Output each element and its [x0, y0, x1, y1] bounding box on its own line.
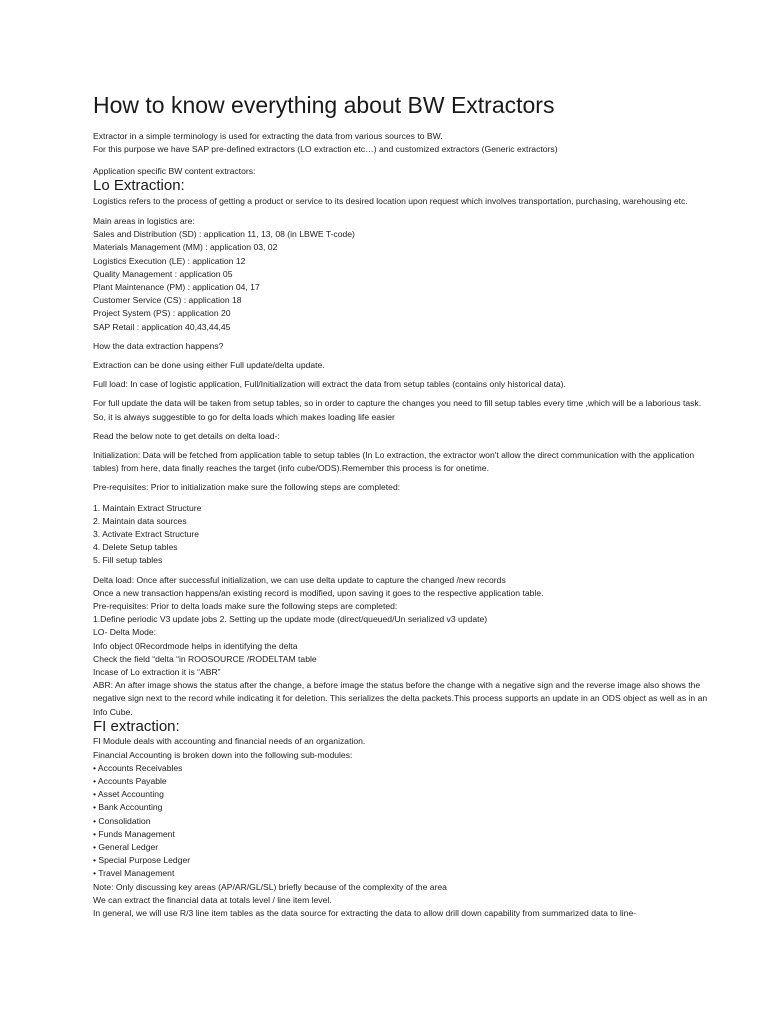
paragraph: Extraction can be done using either Full update/delta update. [93, 359, 325, 370]
list-item: 3. Activate Extract Structure [93, 528, 200, 539]
list-item: Quality Management : application 05 [93, 268, 233, 279]
paragraph: Full load: In case of logistic application, Full/Initialization will extract the data from setup tables (contains only historical data). [93, 379, 566, 390]
list-item: • Consolidation [93, 815, 151, 826]
list-item: Sales and Distribution (SD) : application 11, 13, 08 (in LBWE T-code) [93, 229, 355, 240]
paragraph: LO- Delta Mode: [93, 627, 157, 638]
list-item: • General Ledger [93, 841, 159, 852]
paragraph: Note: Only discussing key areas (AP/AR/GL/SL) briefly because of the complexity of the area [93, 881, 447, 892]
paragraph: Info object 0Recordmode helps in identifying the delta [93, 640, 298, 651]
fi-block [93, 735, 708, 920]
paragraph: For this purpose we have SAP pre-defined extractors (LO extraction etc…) and customized extractors (Generic extractors) [93, 143, 558, 154]
list-item: • Funds Management [93, 828, 175, 839]
paragraph: Initialization: Data will be fetched from application table to setup tables (In Lo extraction, the extractor won't allow the direct communication with the application tables) from here, data finally reaches the target (info cube/ODS).Remember this process is for onetime. [93, 449, 695, 474]
paragraph: Logistics refers to the process of getting a product or service to its desired location upon request which involves transportation, purchasing, warehousing etc. [93, 195, 688, 206]
delta-block [93, 574, 708, 719]
main-areas-list [93, 215, 708, 334]
paragraph: We can extract the financial data at totals level / line item level. [93, 894, 332, 905]
list-item: • Accounts Payable [93, 775, 167, 786]
paragraph: Read the below note to get details on delta load-: [93, 430, 280, 441]
paragraph: Delta load: Once after successful initialization, we can use delta update to capture the changed /new records [93, 574, 506, 585]
paragraph: Extractor in a simple terminology is used for extracting the data from various sources to BW. [93, 130, 443, 141]
intro-block [93, 130, 708, 156]
paragraph: Pre-requisites: Prior to initialization make sure the following steps are completed: [93, 482, 401, 493]
paragraph: For full update the data will be taken from setup tables, so in order to capture the changes you need to fill setup tables every time ,which will be a laborious task. [93, 398, 702, 409]
section-heading-fi: FI extraction: [93, 717, 180, 735]
steps-list [93, 502, 708, 568]
paragraph: Check the field “delta “in ROOSOURCE /RODELTAM table [93, 653, 317, 664]
paragraph: 1.Define periodic V3 update jobs 2. Setting up the update mode (direct/queued/Un serialized v3 update) [93, 614, 488, 625]
paragraph: Incase of Lo extraction it is “ABR” [93, 667, 221, 677]
paragraph: ABR: An after image shows the status after the change, a before image the status before the change with a negative sign and the reverse image also shows the negative sign next to the record while indicating it for deletion. This serializes the delta packets.This process supports an update in an ODS object as well as in an Info Cube. [93, 680, 708, 717]
list-item: 2. Maintain data sources [93, 515, 187, 526]
paragraph: In general, we will use R/3 line item tables as the data source for extracting the data to allow drill down capability from summarized data to line- [93, 907, 637, 918]
paragraph: So, it is always suggestible to go for delta loads which makes loading life easier [93, 411, 395, 422]
paragraph: Pre-requisites: Prior to delta loads make sure the following steps are completed: [93, 600, 398, 611]
list-item: 4. Delete Setup tables [93, 542, 178, 553]
list-item: Materials Management (MM) : application 03, 02 [93, 242, 278, 253]
list-item: Project System (PS) : application 20 [93, 308, 231, 319]
full-update-block [93, 397, 708, 423]
list-item: • Bank Accounting [93, 802, 163, 813]
paragraph: FI Module deals with accounting and financial needs of an organization. [93, 736, 366, 747]
list-item: Main areas in logistics are: [93, 215, 195, 226]
list-item: • Travel Management [93, 868, 175, 879]
list-item: 1. Maintain Extract Structure [93, 502, 202, 513]
list-item: • Asset Accounting [93, 789, 164, 800]
list-item: Customer Service (CS) : application 18 [93, 295, 242, 306]
list-item: 5. Fill setup tables [93, 555, 163, 566]
paragraph: Application specific BW content extractors: [93, 166, 256, 176]
list-item: SAP Retail : application 40,43,44,45 [93, 321, 231, 332]
list-item: • Special Purpose Ledger [93, 855, 191, 866]
paragraph: Once a new transaction happens/an existing record is modified, upon saving it goes to the respective application table. [93, 587, 544, 598]
section-heading-lo: Lo Extraction: [93, 177, 185, 195]
paragraph: Financial Accounting is broken down into the following sub-modules: [93, 749, 353, 760]
document-title: How to know everything about BW Extractors [93, 92, 555, 118]
paragraph: How the data extraction happens? [93, 340, 224, 351]
list-item: • Accounts Receivables [93, 762, 183, 773]
list-item: Logistics Execution (LE) : application 12 [93, 255, 246, 266]
list-item: Plant Maintenance (PM) : application 04, 17 [93, 281, 260, 292]
